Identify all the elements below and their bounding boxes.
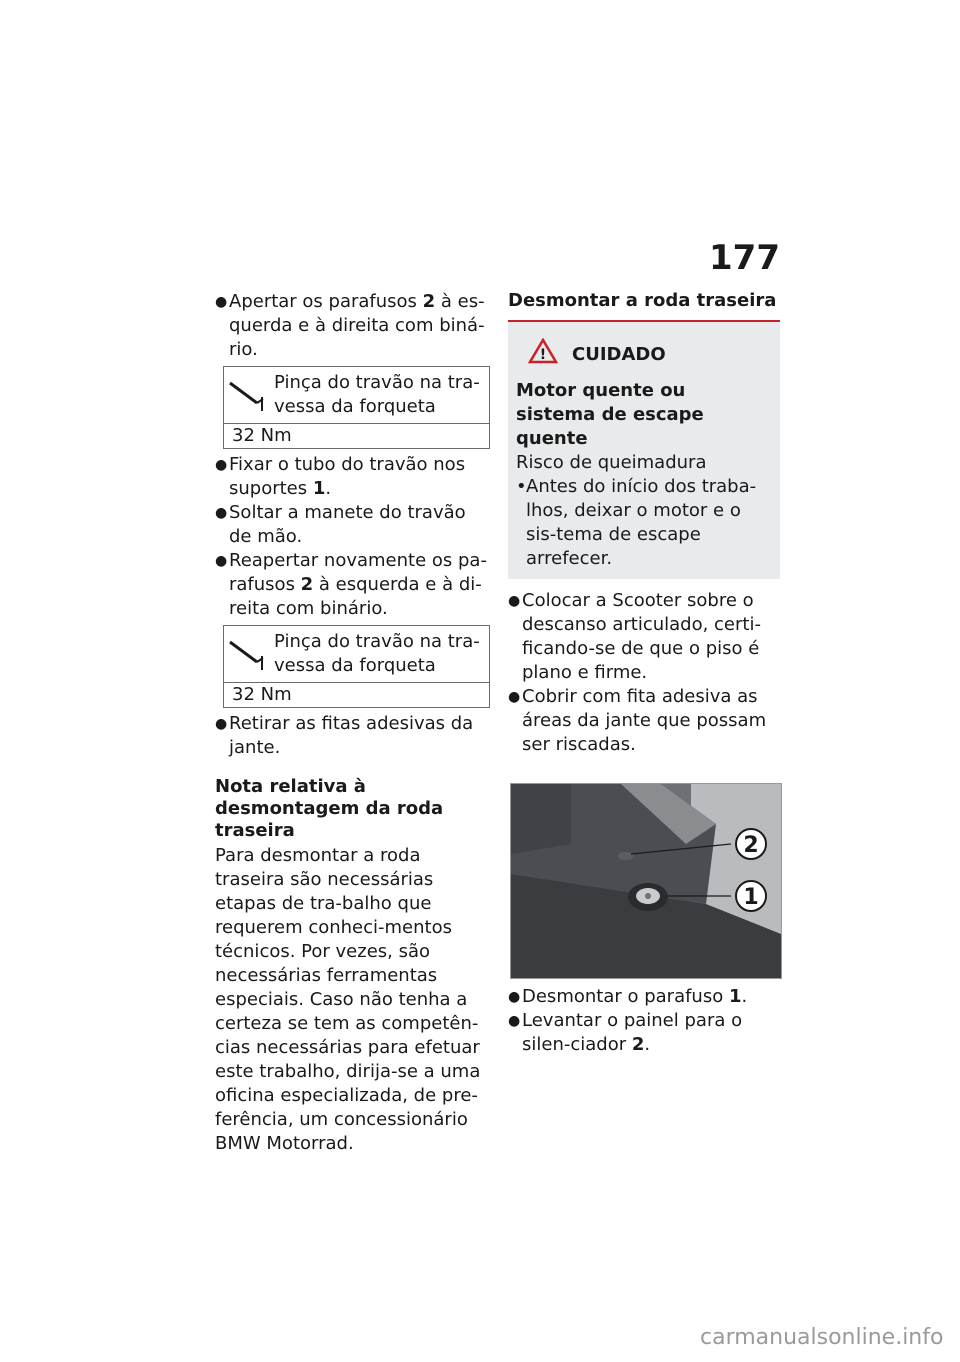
bullet-text: à es-querda e à direita com biná-rio. [229, 291, 485, 360]
bullet-text: Levantar o painel para o silen-ciador [522, 1010, 743, 1055]
bullet-text: Colocar a Scooter sobre o descanso articulado, certi-ficando-se de que o piso é plano e firme. [522, 590, 761, 683]
callout-1: 1 [743, 885, 759, 910]
torque-wrench-icon [224, 636, 270, 672]
bullet-icon: ● [508, 689, 521, 705]
torque-value: 32 Nm [232, 684, 292, 705]
bullet-text: à esquerda e à di-reita com binário. [229, 574, 482, 619]
part-ref: 2 [300, 574, 314, 595]
bullet-text: Reapertar novamente os pa-rafusos [229, 550, 487, 595]
svg-text:!: ! [539, 347, 547, 363]
list-item [508, 1009, 780, 1057]
list-item [508, 985, 780, 1009]
scooter-panel-photo [510, 783, 782, 979]
bullet-text: . [644, 1034, 651, 1055]
torque-label: Pinça do travão na tra-vessa da forqueta [274, 631, 480, 676]
part-ref: 2 [631, 1034, 645, 1055]
right-column [508, 290, 780, 1057]
list-item [215, 712, 490, 760]
bullet-text: . [741, 986, 748, 1007]
section-heading: Nota relativa à desmontagem da roda traseira [215, 776, 444, 841]
list-item [508, 589, 780, 685]
bullet-text: Soltar a manete do travão de mão. [229, 502, 466, 547]
bullet-icon: ● [215, 505, 228, 521]
list-item [215, 549, 490, 621]
torque-label: Pinça do travão na tra-vessa da forqueta [274, 372, 480, 417]
torque-wrench-icon [224, 377, 270, 413]
left-column [215, 290, 490, 1156]
caution-risk: Risco de queimadura [516, 452, 707, 473]
warning-icon [528, 338, 558, 371]
part-ref: 2 [422, 291, 436, 312]
bullet-icon: ● [215, 457, 228, 473]
footer-watermark: carmanualsonline.info [700, 1325, 944, 1350]
bullet-icon: ● [508, 989, 521, 1005]
bullet-text: Desmontar o parafuso [522, 986, 729, 1007]
bullet-text: . [325, 478, 332, 499]
bullet-text: Apertar os parafusos [229, 291, 423, 312]
bullet-icon: ● [508, 593, 521, 609]
bullet-icon: ● [215, 716, 228, 732]
callout-2: 2 [743, 833, 759, 858]
list-item [215, 290, 490, 362]
list-item [215, 501, 490, 549]
bullet-text: Retirar as fitas adesivas da jante. [229, 713, 474, 758]
list-item [215, 453, 490, 501]
torque-spec [223, 625, 490, 708]
caution-bullet: • Antes do início dos traba-lhos, deixar o motor e o sis-tema de escape arrefecer. [516, 475, 770, 571]
caution-hazard: Motor quente ou sistema de escape quente [516, 380, 704, 449]
bullet-text: Fixar o tubo do travão nos suportes [229, 454, 466, 499]
torque-spec [223, 366, 490, 449]
list-item [508, 685, 780, 757]
torque-value: 32 Nm [232, 425, 292, 446]
bullet-icon: ● [508, 1013, 521, 1029]
caution-bullet-text: Antes do início dos traba-lhos, deixar o motor e o sis-tema de escape arrefecer. [526, 476, 757, 569]
page-number: 177 [709, 238, 780, 278]
section-heading: Desmontar a roda traseira [508, 290, 777, 311]
bullet-icon: ● [215, 294, 228, 310]
paragraph: Para desmontar a roda traseira são necessárias etapas de tra-balho que requerem conheci-mentos técnicos. Por vezes, são necessárias ferramentas especiais. Caso não tenha a certeza se tem as competên-cias necessárias para efetuar este trabalho, dirija-se a uma oficina especializada, de pre-ferência, um concessionário BMW Motorrad. [215, 845, 481, 1154]
part-ref: 1 [312, 478, 326, 499]
caution-box [508, 320, 780, 579]
part-ref: 1 [728, 986, 742, 1007]
bullet-icon: ● [215, 553, 228, 569]
caution-title: CUIDADO [572, 343, 666, 365]
bullet-text: Cobrir com fita adesiva as áreas da jante que possam ser riscadas. [522, 686, 767, 755]
